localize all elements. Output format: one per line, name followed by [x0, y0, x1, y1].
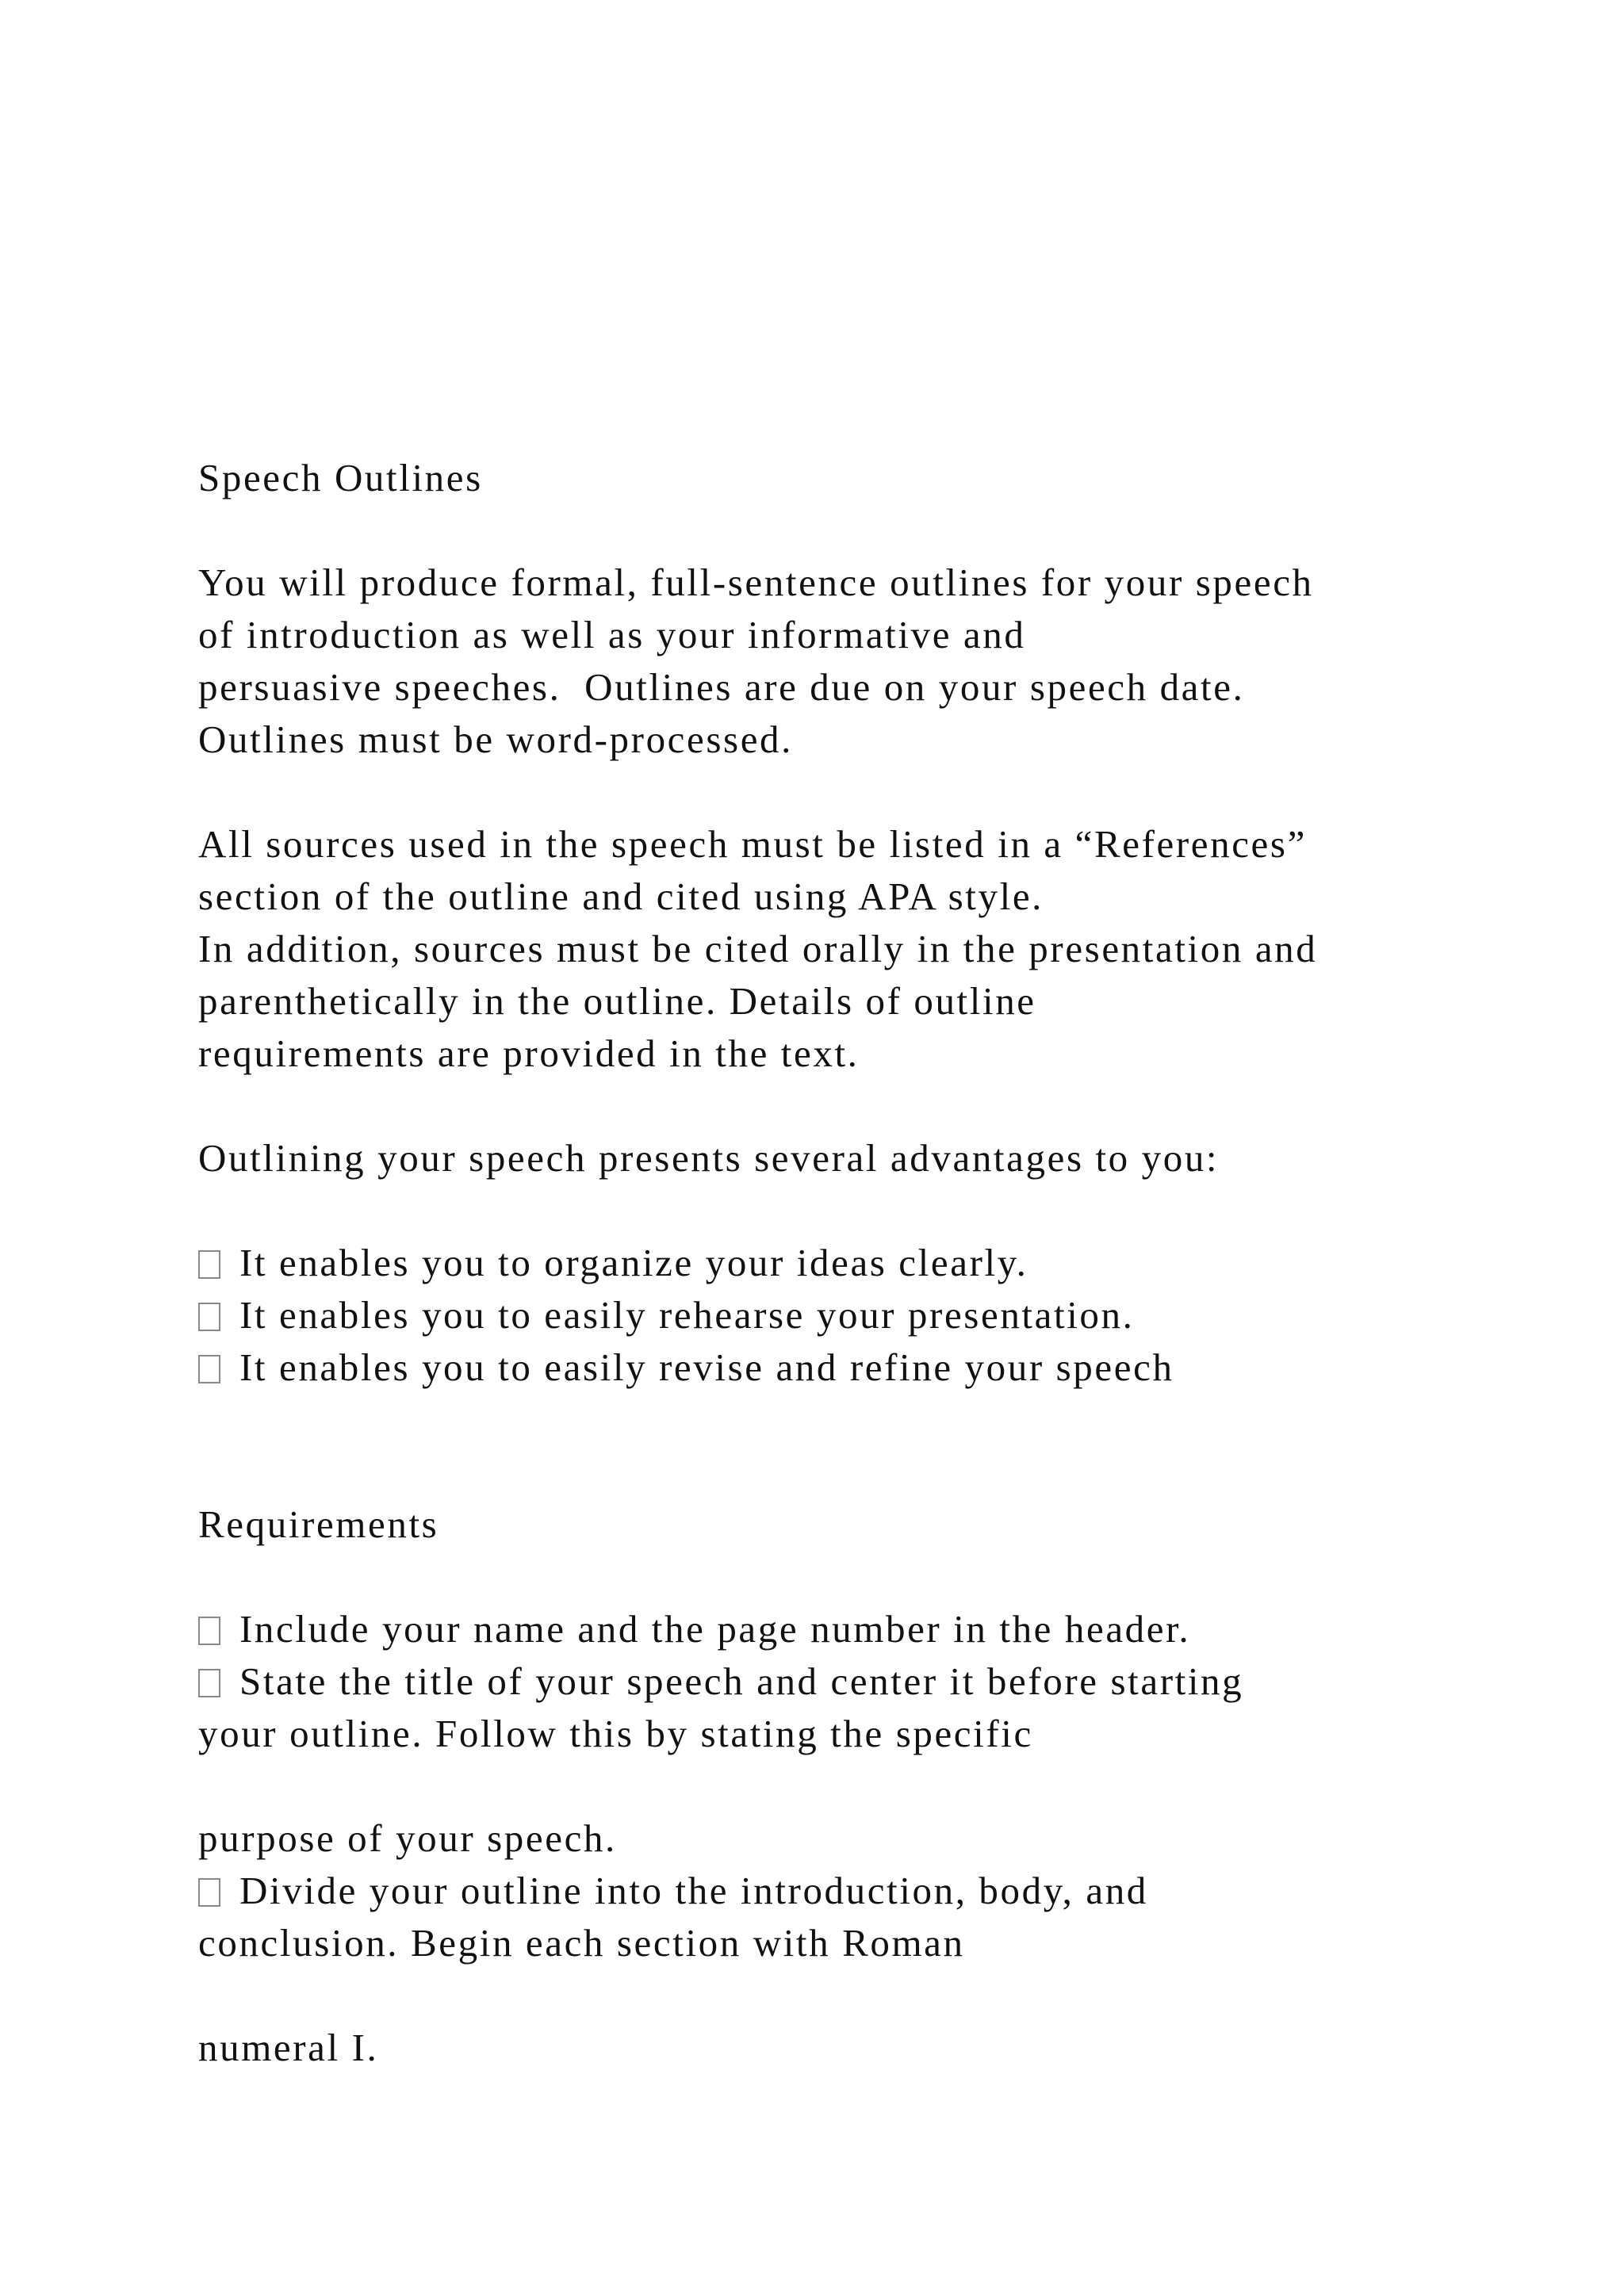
missing-glyph-box-icon [198, 1250, 220, 1279]
document-body [198, 452, 1546, 2074]
blank-line [198, 766, 1546, 818]
intro-line-3: persuasive speeches. Outlines are due on your speech date. [198, 665, 1245, 709]
sources-line-2: section of the outline and cited using APA style. [198, 874, 1044, 918]
sources-line-5: requirements are provided in the text. [198, 1031, 860, 1075]
blank-line [198, 1080, 1546, 1132]
missing-glyph-box-icon [198, 1878, 220, 1907]
requirements-heading: Requirements [198, 1502, 439, 1546]
advantage-item-text: It enables you to easily revise and refine your speech [239, 1345, 1174, 1389]
advantages-heading: Outlining your speech presents several advantages to you: [198, 1136, 1220, 1180]
requirement-item-text: Divide your outline into the introduction, body, and [239, 1869, 1148, 1912]
blank-line [198, 1969, 1546, 2022]
sources-line-3: In addition, sources must be cited orally in the presentation and [198, 927, 1318, 970]
missing-glyph-box-icon [198, 1303, 220, 1331]
blank-line [198, 1184, 1546, 1237]
blank-line [198, 504, 1546, 557]
intro-line-2: of introduction as well as your informative and [198, 613, 1026, 656]
intro-line-4: Outlines must be word-processed. [198, 718, 794, 761]
advantage-item [198, 1289, 1546, 1341]
requirement-continuation: purpose of your speech. [198, 1816, 617, 1860]
missing-glyph-box-icon [198, 1617, 220, 1645]
advantage-item-text: It enables you to easily rehearse your presentation. [239, 1293, 1135, 1337]
advantage-item-text: It enables you to organize your ideas clearly. [239, 1241, 1028, 1284]
missing-glyph-box-icon [198, 1355, 220, 1383]
requirement-continuation: your outline. Follow this by stating the specific [198, 1712, 1033, 1755]
requirement-item [198, 1603, 1546, 1655]
requirement-item-text: State the title of your speech and center it before starting [239, 1659, 1244, 1703]
requirement-continuation: conclusion. Begin each section with Roman [198, 1921, 965, 1965]
sources-line-1: All sources used in the speech must be listed in a “References” [198, 822, 1307, 866]
requirement-continuation: numeral I. [198, 2026, 379, 2069]
blank-line [198, 1551, 1546, 1603]
document-title: Speech Outlines [198, 456, 483, 499]
requirement-item [198, 1865, 1546, 1917]
intro-line-1: You will produce formal, full-sentence outlines for your speech [198, 561, 1314, 604]
blank-line [198, 1760, 1546, 1812]
requirement-item [198, 1655, 1546, 1708]
blank-lines [198, 1394, 1546, 1498]
advantage-item [198, 1341, 1546, 1394]
sources-line-4: parenthetically in the outline. Details of outline [198, 979, 1036, 1023]
advantage-item [198, 1237, 1546, 1289]
requirement-item-text: Include your name and the page number in the header. [239, 1607, 1191, 1651]
missing-glyph-box-icon [198, 1669, 220, 1697]
